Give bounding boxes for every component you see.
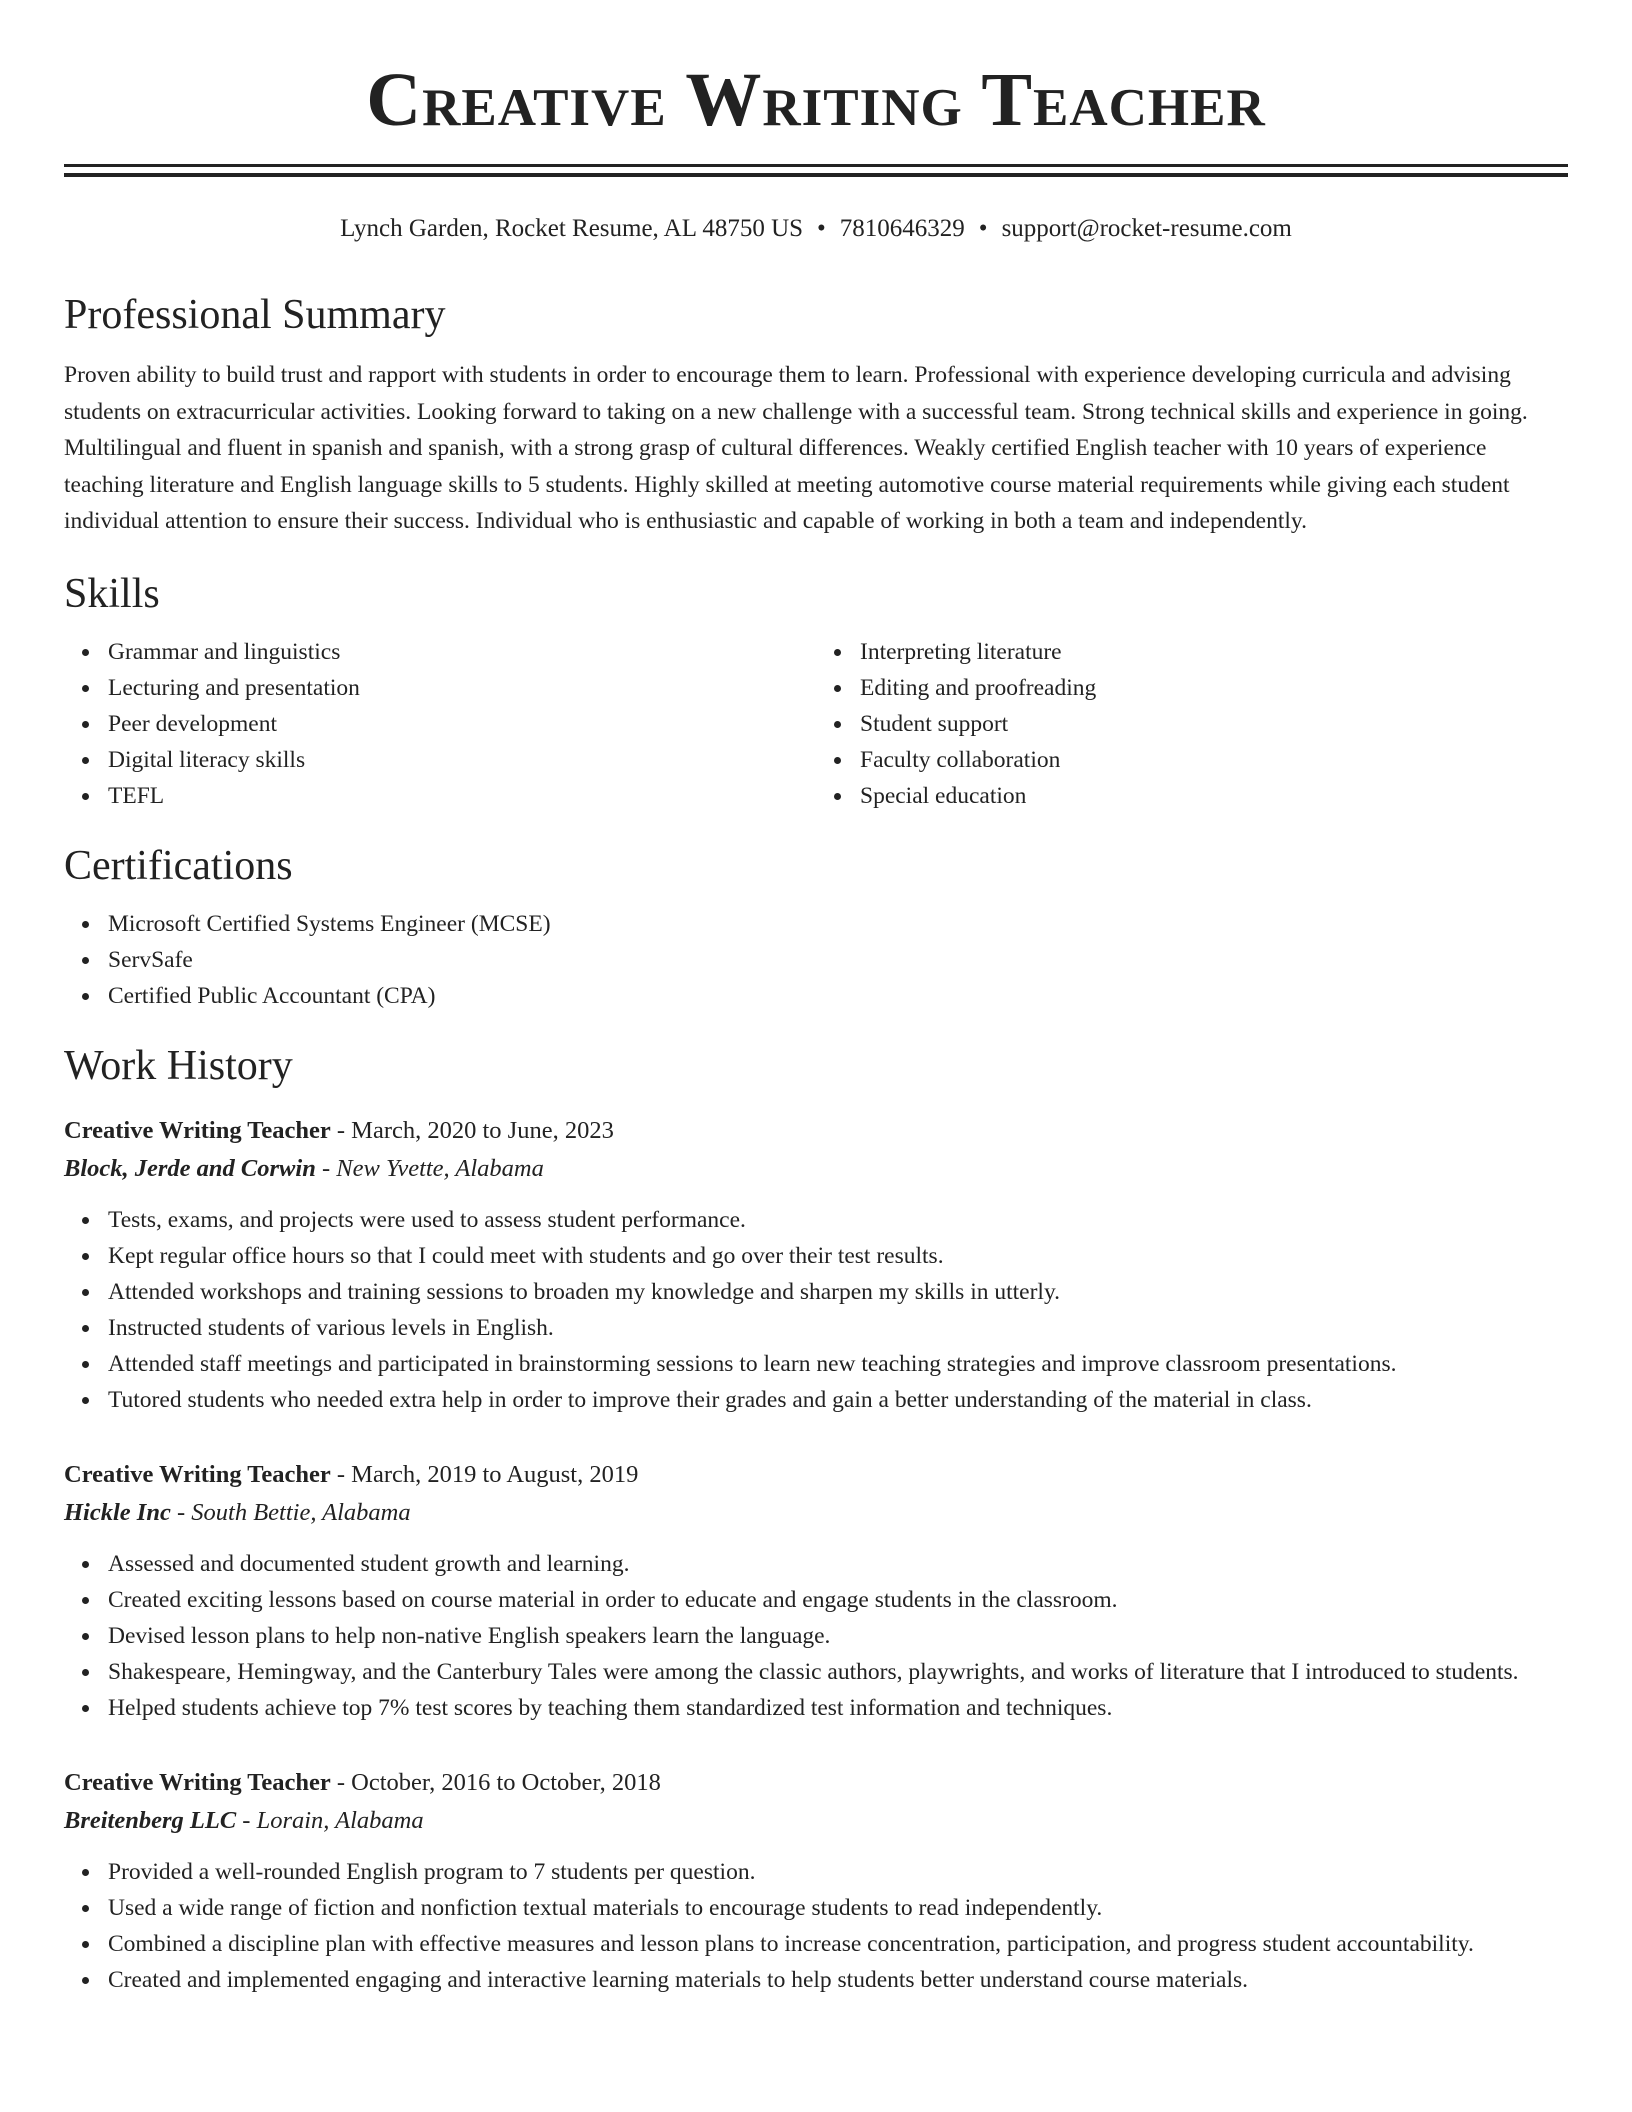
job-entry bbox=[64, 1112, 1568, 1418]
job-bullet: Devised lesson plans to help non-native English speakers learn the language. bbox=[108, 1618, 1568, 1654]
job-entry bbox=[64, 1456, 1568, 1726]
job-bullet: Helped students achieve top 7% test scores by teaching them standardized test information and techniques. bbox=[108, 1690, 1568, 1726]
skills-column-left bbox=[64, 634, 816, 814]
job-location: New Yvette, Alabama bbox=[336, 1154, 544, 1182]
job-bullet: Tests, exams, and projects were used to assess student performance. bbox=[108, 1202, 1568, 1238]
job-location: Lorain, Alabama bbox=[256, 1806, 424, 1834]
job-bullet: Attended workshops and training sessions to broaden my knowledge and sharpen my skills in utterly. bbox=[108, 1274, 1568, 1310]
job-bullet: Combined a discipline plan with effective measures and lesson plans to increase concentration, participation, and progress student accountability. bbox=[108, 1926, 1568, 1962]
job-company: Block, Jerde and Corwin bbox=[64, 1154, 316, 1182]
skills-heading: Skills bbox=[64, 570, 160, 617]
job-bullet: Kept regular office hours so that I could meet with students and go over their test results. bbox=[108, 1238, 1568, 1274]
skills-grid bbox=[64, 634, 1568, 814]
job-bullet: Instructed students of various levels in English. bbox=[108, 1310, 1568, 1346]
contact-line bbox=[64, 211, 1568, 247]
job-dash: - bbox=[315, 1154, 337, 1182]
contact-address: Lynch Garden, Rocket Resume, AL 48750 US bbox=[340, 215, 804, 242]
skill-item: Lecturing and presentation bbox=[108, 670, 816, 706]
summary-section bbox=[64, 287, 1568, 540]
contact-separator: • bbox=[978, 215, 988, 242]
job-company: Hickle Inc bbox=[64, 1498, 171, 1526]
skills-section bbox=[64, 566, 1568, 814]
job-bullet: Created and implemented engaging and interactive learning materials to help students better understand course materials. bbox=[108, 1962, 1568, 1998]
job-dates: March, 2019 to August, 2019 bbox=[351, 1460, 639, 1488]
job-bullet: Used a wide range of fiction and nonfiction textual materials to encourage students to read independently. bbox=[108, 1890, 1568, 1926]
job-dash: - bbox=[170, 1498, 192, 1526]
job-title-line bbox=[64, 1764, 1568, 1802]
job-company: Breitenberg LLC bbox=[64, 1806, 237, 1834]
certification-item: ServSafe bbox=[108, 942, 1568, 978]
job-company-line bbox=[64, 1494, 1568, 1532]
job-bullet: Shakespeare, Hemingway, and the Canterbury Tales were among the classic authors, playwrights, and works of literature that I introduced to students. bbox=[108, 1654, 1568, 1690]
header-rule-top bbox=[64, 164, 1568, 167]
skill-item: Student support bbox=[860, 706, 1568, 742]
job-bullet: Created exciting lessons based on course material in order to educate and engage students in the classroom. bbox=[108, 1582, 1568, 1618]
skill-item: Editing and proofreading bbox=[860, 670, 1568, 706]
resume-name: Creative Writing Teacher bbox=[366, 58, 1266, 142]
summary-text: Proven ability to build trust and rapport with students in order to encourage them to learn. Professional with experience developing curricula and advising students on extracurricular activities. Looking forward to taking on a new challenge with a successful team. Strong technical skills and experience in going. Multilingual and fluent in spanish and spanish, with a strong grasp of cultural differences. Weakly certified English teacher with 10 years of experience teaching literature and English language skills to 5 students. Highly skilled at meeting automotive course material requirements while giving each student individual attention to ensure their success. Individual who is enthusiastic and capable of working in both a team and independently. bbox=[64, 362, 1528, 534]
job-title: Creative Writing Teacher bbox=[64, 1460, 331, 1488]
job-dash: - bbox=[330, 1768, 352, 1796]
job-dash: - bbox=[330, 1460, 352, 1488]
job-dash: - bbox=[330, 1116, 352, 1144]
resume-page bbox=[64, 0, 1568, 1998]
header-rule-bottom bbox=[64, 173, 1568, 177]
job-title-line bbox=[64, 1112, 1568, 1150]
contact-email: support@rocket-resume.com bbox=[1001, 215, 1292, 242]
skill-item: Peer development bbox=[108, 706, 816, 742]
summary-heading: Professional Summary bbox=[64, 292, 446, 338]
skill-item: Faculty collaboration bbox=[860, 742, 1568, 778]
job-entry bbox=[64, 1764, 1568, 1998]
certifications-section bbox=[64, 838, 1568, 1014]
contact-phone: 7810646329 bbox=[839, 215, 965, 242]
certifications-heading: Certifications bbox=[64, 842, 293, 889]
skill-item: Grammar and linguistics bbox=[108, 634, 816, 670]
job-title-line bbox=[64, 1456, 1568, 1494]
certification-item: Certified Public Accountant (CPA) bbox=[108, 978, 1568, 1014]
skill-item: Special education bbox=[860, 778, 1568, 814]
job-bullets bbox=[64, 1854, 1568, 1998]
job-bullet: Tutored students who needed extra help in order to improve their grades and gain a better understanding of the material in class. bbox=[108, 1382, 1568, 1418]
job-company-line bbox=[64, 1802, 1568, 1840]
job-location: South Bettie, Alabama bbox=[191, 1498, 411, 1526]
skill-item: Interpreting literature bbox=[860, 634, 1568, 670]
certification-item: Microsoft Certified Systems Engineer (MCSE) bbox=[108, 906, 1568, 942]
job-dash: - bbox=[236, 1806, 257, 1834]
contact-separator: • bbox=[817, 215, 826, 242]
job-bullet: Provided a well-rounded English program to 7 students per question. bbox=[108, 1854, 1568, 1890]
work-history-heading: Work History bbox=[64, 1042, 293, 1089]
work-history-section bbox=[64, 1038, 1568, 1998]
job-bullet: Assessed and documented student growth and learning. bbox=[108, 1546, 1568, 1582]
job-dates: October, 2016 to October, 2018 bbox=[351, 1768, 661, 1796]
job-company-line bbox=[64, 1150, 1568, 1188]
job-bullets bbox=[64, 1546, 1568, 1726]
job-dates: March, 2020 to June, 2023 bbox=[351, 1116, 614, 1144]
skill-item: TEFL bbox=[108, 778, 816, 814]
skill-item: Digital literacy skills bbox=[108, 742, 816, 778]
skills-column-right bbox=[816, 634, 1568, 814]
job-bullet: Attended staff meetings and participated in brainstorming sessions to learn new teaching strategies and improve classroom presentations. bbox=[108, 1346, 1568, 1382]
job-title: Creative Writing Teacher bbox=[64, 1768, 331, 1796]
job-bullets bbox=[64, 1202, 1568, 1418]
certifications-list bbox=[64, 906, 1568, 1014]
job-title: Creative Writing Teacher bbox=[64, 1116, 331, 1144]
